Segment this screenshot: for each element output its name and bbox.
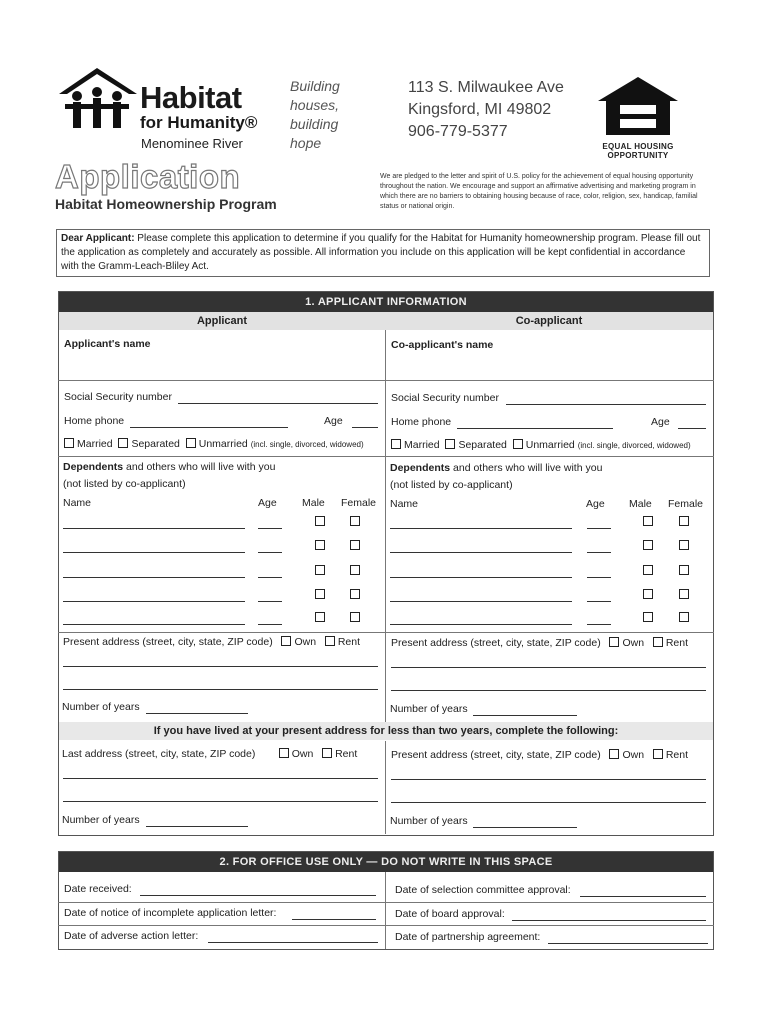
unmarried-checkbox[interactable] bbox=[186, 438, 196, 448]
co-dependent-name-field[interactable] bbox=[390, 577, 572, 578]
co-dependent-male-checkbox[interactable] bbox=[643, 612, 653, 622]
co-dependent-age-field[interactable] bbox=[587, 624, 611, 625]
applicant-present-address-label: Present address (street, city, state, ZIP code) Own Rent bbox=[63, 636, 361, 648]
coapplicant-name-label: Co-applicant's name bbox=[391, 339, 494, 351]
dependent-male-checkbox[interactable] bbox=[315, 540, 325, 550]
date-received-field[interactable] bbox=[140, 895, 376, 896]
date-adverse-label: Date of adverse action letter: bbox=[64, 930, 199, 942]
last-address-line-field[interactable] bbox=[63, 778, 378, 779]
less-than-two-years-note: If you have lived at your present address for less than two years, complete the following: bbox=[59, 722, 713, 740]
applicant-marital-status: Married Separated Unmarried (incl. single, divorced, widowed) bbox=[64, 438, 364, 450]
chapter-name: Menominee River bbox=[141, 136, 243, 151]
coapplicant-last-years-field[interactable] bbox=[473, 827, 577, 828]
co-dep-female-head: Female bbox=[668, 498, 704, 510]
applicant-age-field[interactable] bbox=[352, 427, 378, 428]
dependent-age-field[interactable] bbox=[258, 552, 282, 553]
applicant-dependents-note: (not listed by co-applicant) bbox=[63, 478, 186, 490]
coapplicant-ssn-field[interactable] bbox=[506, 404, 706, 405]
co-dependent-name-field[interactable] bbox=[390, 528, 572, 529]
last-own-checkbox[interactable] bbox=[279, 748, 289, 758]
dependent-name-field[interactable] bbox=[63, 601, 245, 602]
co-married-checkbox[interactable] bbox=[391, 439, 401, 449]
last-rent-checkbox[interactable] bbox=[322, 748, 332, 758]
dependent-female-checkbox[interactable] bbox=[350, 565, 360, 575]
date-partnership-label: Date of partnership agreement: bbox=[395, 931, 541, 943]
co-dependent-age-field[interactable] bbox=[587, 552, 611, 553]
dependent-age-field[interactable] bbox=[258, 624, 282, 625]
date-board-label: Date of board approval: bbox=[395, 908, 505, 920]
co-dependent-female-checkbox[interactable] bbox=[679, 589, 689, 599]
date-selection-label: Date of selection committee approval: bbox=[395, 884, 571, 896]
co-own-checkbox[interactable] bbox=[609, 637, 619, 647]
co-dependent-male-checkbox[interactable] bbox=[643, 516, 653, 526]
date-adverse-field[interactable] bbox=[208, 942, 378, 943]
co-dependent-female-checkbox[interactable] bbox=[679, 516, 689, 526]
dependent-name-field[interactable] bbox=[63, 577, 245, 578]
applicant-name-field[interactable] bbox=[64, 352, 376, 376]
applicant-years-label: Number of years bbox=[62, 701, 140, 713]
tagline: Building houses, building hope bbox=[290, 78, 340, 151]
coapplicant-dependents-note: (not listed by co-applicant) bbox=[390, 479, 513, 491]
own-checkbox[interactable] bbox=[281, 636, 291, 646]
rent-checkbox[interactable] bbox=[325, 636, 335, 646]
married-checkbox[interactable] bbox=[64, 438, 74, 448]
applicant-dependents-label: Dependents and others who will live with you bbox=[63, 461, 276, 473]
dep-female-head: Female bbox=[341, 497, 377, 509]
coapplicant-age-field[interactable] bbox=[678, 428, 706, 429]
dependent-male-checkbox[interactable] bbox=[315, 589, 325, 599]
co-dependent-female-checkbox[interactable] bbox=[679, 565, 689, 575]
coapplicant-ssn-label: Social Security number bbox=[391, 392, 499, 404]
co-dependent-male-checkbox[interactable] bbox=[643, 540, 653, 550]
co-last-address-line-field[interactable] bbox=[391, 779, 706, 780]
date-selection-field[interactable] bbox=[580, 896, 706, 897]
co-dependent-name-field[interactable] bbox=[390, 624, 572, 625]
applicant-age-label: Age bbox=[324, 415, 343, 427]
coapplicant-marital-status: Married Separated Unmarried (incl. single, divorced, widowed) bbox=[391, 439, 691, 451]
co-rent-checkbox[interactable] bbox=[653, 637, 663, 647]
co-dependent-male-checkbox[interactable] bbox=[643, 589, 653, 599]
co-unmarried-checkbox[interactable] bbox=[513, 439, 523, 449]
coapplicant-present-address-label: Present address (street, city, state, ZIP code) Own Rent bbox=[391, 637, 689, 649]
dependent-male-checkbox[interactable] bbox=[315, 516, 325, 526]
logo-name: Habitat bbox=[140, 80, 242, 115]
applicant-column-head: Applicant bbox=[59, 312, 385, 330]
dep-male-head: Male bbox=[302, 497, 325, 509]
co-dependent-age-field[interactable] bbox=[587, 528, 611, 529]
coapplicant-dependents-label: Dependents and others who will live with you bbox=[390, 462, 603, 474]
applicant-last-address-label: Last address (street, city, state, ZIP code) Own Rent bbox=[62, 748, 358, 760]
co-dependent-name-field[interactable] bbox=[390, 552, 572, 553]
dependent-male-checkbox[interactable] bbox=[315, 565, 325, 575]
logo-org: for Humanity® bbox=[140, 113, 258, 132]
intro-note: Dear Applicant: Please complete this application to determine if you qualify for the Habitat for Humanity homeownership program. Please fill out the application as completely and accurately as possible. All information you include on this application will be kept confidential in accordance with the Gramm-Leach-Bliley Act. bbox=[56, 229, 710, 277]
address-line-field[interactable] bbox=[63, 666, 378, 667]
equal-housing-logo: EQUAL HOUSING OPPORTUNITY bbox=[596, 75, 680, 160]
phone-number: 906-779-5377 bbox=[408, 123, 508, 140]
applicant-ssn-label: Social Security number bbox=[64, 391, 172, 403]
coapplicant-years-label: Number of years bbox=[390, 703, 468, 715]
section2-title: 2. FOR OFFICE USE ONLY — DO NOT WRITE IN THIS SPACE bbox=[59, 852, 713, 872]
coapplicant-name-field[interactable] bbox=[391, 352, 705, 376]
dependent-name-field[interactable] bbox=[63, 528, 245, 529]
coapplicant-age-label: Age bbox=[651, 416, 670, 428]
dependent-male-checkbox[interactable] bbox=[315, 612, 325, 622]
co-last-rent-checkbox[interactable] bbox=[653, 749, 663, 759]
coapplicant-prev-address-label: Present address (street, city, state, ZIP code) Own Rent bbox=[391, 749, 689, 761]
dependent-age-field[interactable] bbox=[258, 528, 282, 529]
co-address-line-field[interactable] bbox=[391, 667, 706, 668]
equal-housing-icon bbox=[596, 75, 680, 137]
co-separated-checkbox[interactable] bbox=[445, 439, 455, 449]
co-dependent-name-field[interactable] bbox=[390, 601, 572, 602]
co-dependent-male-checkbox[interactable] bbox=[643, 565, 653, 575]
applicant-name-label: Applicant's name bbox=[64, 338, 151, 350]
coapplicant-phone-field[interactable] bbox=[457, 428, 613, 429]
dependent-age-field[interactable] bbox=[258, 601, 282, 602]
org-address bbox=[408, 77, 564, 143]
equal-housing-pledge: We are pledged to the letter and spirit of U.S. policy for the achievement of equal housing opportunity throughout the nation. We encourage and support an affirmative advertising and marketing program in which there are no barriers to obtaining housing because of race, color, religion, sex, handicap, familial status or national origin. bbox=[380, 173, 698, 210]
co-dependent-age-field[interactable] bbox=[587, 601, 611, 602]
co-dependent-female-checkbox[interactable] bbox=[679, 612, 689, 622]
section1-title: 1. APPLICANT INFORMATION bbox=[59, 292, 713, 312]
applicant-phone-label: Home phone bbox=[64, 415, 125, 427]
applicant-last-years-field[interactable] bbox=[146, 826, 248, 827]
page-title: Application bbox=[55, 158, 241, 195]
date-partnership-field[interactable] bbox=[548, 943, 708, 944]
coapplicant-column-head: Co-applicant bbox=[385, 312, 713, 330]
dependent-age-field[interactable] bbox=[258, 577, 282, 578]
dep-name-head: Name bbox=[63, 497, 92, 509]
co-dep-name-head: Name bbox=[390, 498, 419, 510]
address-line2: Kingsford, MI 49802 bbox=[408, 101, 552, 118]
dependent-name-field[interactable] bbox=[63, 624, 245, 625]
address-line-field[interactable] bbox=[63, 689, 378, 690]
page-subtitle: Habitat Homeownership Program bbox=[55, 196, 277, 212]
applicant-phone-field[interactable] bbox=[130, 427, 288, 428]
applicant-ssn-field[interactable] bbox=[178, 403, 378, 404]
dependent-female-checkbox[interactable] bbox=[350, 540, 360, 550]
coapplicant-phone-label: Home phone bbox=[391, 416, 452, 428]
date-received-label: Date received: bbox=[64, 883, 132, 895]
date-incomplete-field[interactable] bbox=[292, 919, 376, 920]
co-address-line-field[interactable] bbox=[391, 690, 706, 691]
dependent-female-checkbox[interactable] bbox=[350, 612, 360, 622]
co-last-address-line-field[interactable] bbox=[391, 802, 706, 803]
dependent-female-checkbox[interactable] bbox=[350, 589, 360, 599]
dependent-name-field[interactable] bbox=[63, 552, 245, 553]
applicant-years-field[interactable] bbox=[146, 713, 248, 714]
co-dep-age-head: Age bbox=[586, 498, 605, 510]
co-last-own-checkbox[interactable] bbox=[609, 749, 619, 759]
co-dependent-female-checkbox[interactable] bbox=[679, 540, 689, 550]
dependent-female-checkbox[interactable] bbox=[350, 516, 360, 526]
co-dependent-age-field[interactable] bbox=[587, 577, 611, 578]
co-dep-male-head: Male bbox=[629, 498, 652, 510]
date-incomplete-label: Date of notice of incomplete application letter: bbox=[64, 907, 277, 919]
dep-age-head: Age bbox=[258, 497, 277, 509]
date-board-field[interactable] bbox=[512, 920, 706, 921]
coapplicant-years-field[interactable] bbox=[473, 715, 577, 716]
address-line1: 113 S. Milwaukee Ave bbox=[408, 79, 564, 96]
last-address-line-field[interactable] bbox=[63, 801, 378, 802]
separated-checkbox[interactable] bbox=[118, 438, 128, 448]
coapplicant-last-years-label: Number of years bbox=[390, 815, 468, 827]
applicant-last-years-label: Number of years bbox=[62, 814, 140, 826]
